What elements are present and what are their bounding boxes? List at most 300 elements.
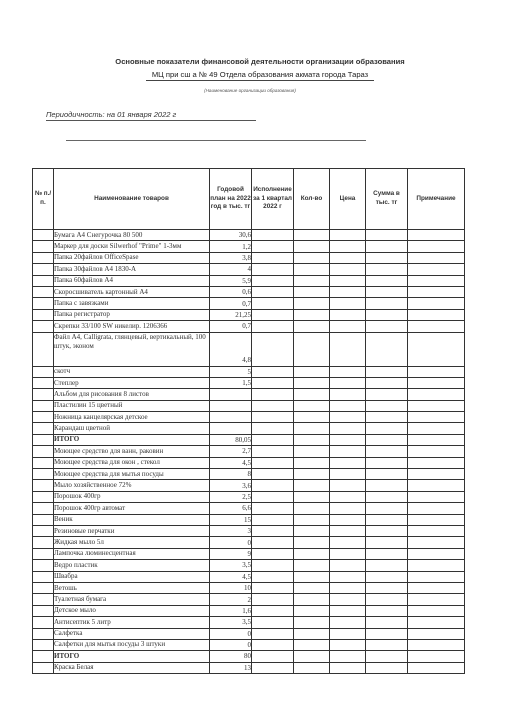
table-row — [33, 275, 465, 286]
cell-note — [408, 651, 465, 662]
cell-execution — [252, 594, 294, 605]
cell-price — [330, 582, 366, 593]
cell-price — [330, 617, 366, 628]
cell-sum — [366, 389, 408, 400]
cell-note — [408, 548, 465, 559]
cell-number — [33, 628, 54, 639]
cell-price — [330, 252, 366, 263]
cell-price — [330, 628, 366, 639]
cell-execution — [252, 480, 294, 491]
cell-price — [330, 275, 366, 286]
cell-item-name: Резиновые перчатки — [54, 525, 210, 536]
cell-annual-plan: 2,5 — [210, 491, 252, 502]
cell-price — [330, 571, 366, 582]
cell-quantity — [294, 605, 330, 616]
cell-sum — [366, 571, 408, 582]
cell-note — [408, 286, 465, 297]
table-row — [33, 423, 465, 434]
cell-item-name: Детское мыло — [54, 605, 210, 616]
cell-note — [408, 264, 465, 275]
cell-item-name: Скрепки 33/100 SW никелир. 1206366 — [54, 321, 210, 332]
cell-quantity — [294, 582, 330, 593]
cell-sum — [366, 639, 408, 650]
cell-execution — [252, 309, 294, 320]
cell-annual-plan: 9 — [210, 548, 252, 559]
cell-sum — [366, 366, 408, 377]
cell-annual-plan: 8 — [210, 469, 252, 480]
cell-note — [408, 662, 465, 673]
cell-annual-plan: 5,9 — [210, 275, 252, 286]
cell-execution — [252, 548, 294, 559]
cell-number — [33, 651, 54, 662]
column-header-price: Цена — [330, 169, 366, 230]
cell-quantity — [294, 366, 330, 377]
cell-note — [408, 491, 465, 502]
cell-sum — [366, 275, 408, 286]
cell-execution — [252, 377, 294, 388]
table-row — [33, 389, 465, 400]
cell-item-name: Ведро пластик — [54, 560, 210, 571]
cell-execution — [252, 617, 294, 628]
cell-item-name: Мыло хозяйственное 72% — [54, 480, 210, 491]
cell-execution — [252, 503, 294, 514]
cell-number — [33, 275, 54, 286]
cell-note — [408, 514, 465, 525]
cell-annual-plan: 80,05 — [210, 434, 252, 445]
cell-annual-plan: 2,7 — [210, 446, 252, 457]
cell-sum — [366, 332, 408, 366]
cell-execution — [252, 457, 294, 468]
cell-sum — [366, 321, 408, 332]
cell-number — [33, 605, 54, 616]
cell-sum — [366, 617, 408, 628]
cell-number — [33, 525, 54, 536]
cell-price — [330, 503, 366, 514]
cell-item-name: Моющее средства для мытья посуды — [54, 469, 210, 480]
table-row — [33, 628, 465, 639]
cell-quantity — [294, 469, 330, 480]
cell-quantity — [294, 662, 330, 673]
cell-quantity — [294, 298, 330, 309]
cell-note — [408, 366, 465, 377]
cell-price — [330, 264, 366, 275]
cell-price — [330, 480, 366, 491]
column-header-quantity: Кол-во — [294, 169, 330, 230]
cell-note — [408, 230, 465, 241]
table-row — [33, 298, 465, 309]
table-row — [33, 332, 465, 366]
cell-annual-plan: 0 — [210, 639, 252, 650]
cell-number — [33, 503, 54, 514]
cell-sum — [366, 582, 408, 593]
cell-sum — [366, 230, 408, 241]
cell-sum — [366, 480, 408, 491]
cell-price — [330, 241, 366, 252]
cell-annual-plan: 3,6 — [210, 480, 252, 491]
table-row — [33, 537, 465, 548]
cell-price — [330, 321, 366, 332]
cell-annual-plan: 4,8 — [210, 332, 252, 366]
table-row — [33, 264, 465, 275]
cell-note — [408, 446, 465, 457]
cell-annual-plan: 4 — [210, 264, 252, 275]
cell-item-name: Моющее средство для ванн, раковин — [54, 446, 210, 457]
cell-annual-plan — [210, 400, 252, 411]
column-header-execution: Исполнение за 1 квартал 2022 г — [252, 169, 294, 230]
cell-annual-plan: 13 — [210, 662, 252, 673]
table-row — [33, 446, 465, 457]
cell-item-name: Папка 30файлов А4 1830-А — [54, 264, 210, 275]
period-line: Периодичность: на 01 января 2022 г — [46, 110, 256, 121]
cell-annual-plan: 0 — [210, 537, 252, 548]
cell-item-name: Бумага А4 Снегурочка 80 500 — [54, 230, 210, 241]
cell-note — [408, 377, 465, 388]
cell-number — [33, 412, 54, 423]
cell-number — [33, 332, 54, 366]
cell-note — [408, 389, 465, 400]
table-row — [33, 469, 465, 480]
cell-note — [408, 525, 465, 536]
cell-note — [408, 400, 465, 411]
cell-note — [408, 480, 465, 491]
cell-number — [33, 264, 54, 275]
cell-item-name: ИТОГО — [54, 434, 210, 445]
cell-quantity — [294, 639, 330, 650]
cell-item-name: Папка 60файлов А4 — [54, 275, 210, 286]
table-row — [33, 662, 465, 673]
cell-annual-plan: 21,25 — [210, 309, 252, 320]
cell-annual-plan: 3 — [210, 525, 252, 536]
cell-execution — [252, 662, 294, 673]
column-header-annual-plan: Годовой план на 2022 год в тыс. тг — [210, 169, 252, 230]
cell-sum — [366, 514, 408, 525]
cell-price — [330, 491, 366, 502]
cell-item-name: Антисептик 5 литр — [54, 617, 210, 628]
cell-note — [408, 594, 465, 605]
cell-sum — [366, 594, 408, 605]
cell-price — [330, 594, 366, 605]
cell-number — [33, 514, 54, 525]
cell-note — [408, 298, 465, 309]
cell-annual-plan: 1,6 — [210, 605, 252, 616]
cell-number — [33, 582, 54, 593]
cell-price — [330, 286, 366, 297]
cell-price — [330, 605, 366, 616]
cell-item-name: Скоросшиватель картонный А4 — [54, 286, 210, 297]
cell-quantity — [294, 434, 330, 445]
cell-quantity — [294, 560, 330, 571]
table-row — [33, 560, 465, 571]
cell-execution — [252, 571, 294, 582]
cell-sum — [366, 491, 408, 502]
cell-quantity — [294, 389, 330, 400]
cell-number — [33, 366, 54, 377]
cell-sum — [366, 298, 408, 309]
cell-number — [33, 252, 54, 263]
table-row — [33, 639, 465, 650]
cell-sum — [366, 560, 408, 571]
cell-number — [33, 309, 54, 320]
table-row — [33, 548, 465, 559]
cell-sum — [366, 628, 408, 639]
cell-note — [408, 321, 465, 332]
cell-price — [330, 332, 366, 366]
cell-number — [33, 457, 54, 468]
cell-execution — [252, 582, 294, 593]
cell-execution — [252, 651, 294, 662]
table-row — [33, 252, 465, 263]
cell-sum — [366, 434, 408, 445]
cell-sum — [366, 662, 408, 673]
table-total-row — [33, 434, 465, 445]
cell-note — [408, 434, 465, 445]
cell-note — [408, 423, 465, 434]
cell-price — [330, 366, 366, 377]
cell-execution — [252, 332, 294, 366]
signature-rule — [66, 140, 366, 141]
cell-execution — [252, 275, 294, 286]
cell-annual-plan: 80 — [210, 651, 252, 662]
cell-execution — [252, 469, 294, 480]
cell-number — [33, 491, 54, 502]
table-row — [33, 571, 465, 582]
cell-execution — [252, 286, 294, 297]
cell-execution — [252, 241, 294, 252]
cell-number — [33, 446, 54, 457]
cell-execution — [252, 491, 294, 502]
cell-item-name: Степлер — [54, 377, 210, 388]
cell-quantity — [294, 286, 330, 297]
table-row — [33, 503, 465, 514]
cell-note — [408, 617, 465, 628]
table-row — [33, 617, 465, 628]
cell-execution — [252, 525, 294, 536]
financial-table — [32, 168, 465, 674]
cell-quantity — [294, 377, 330, 388]
cell-quantity — [294, 446, 330, 457]
table-row — [33, 400, 465, 411]
cell-execution — [252, 639, 294, 650]
cell-item-name: ИТОГО — [54, 651, 210, 662]
cell-execution — [252, 264, 294, 275]
cell-quantity — [294, 491, 330, 502]
table-row — [33, 582, 465, 593]
cell-price — [330, 412, 366, 423]
cell-number — [33, 617, 54, 628]
cell-execution — [252, 321, 294, 332]
cell-sum — [366, 309, 408, 320]
cell-item-name: Веник — [54, 514, 210, 525]
cell-note — [408, 605, 465, 616]
table-row — [33, 377, 465, 388]
cell-quantity — [294, 651, 330, 662]
cell-sum — [366, 469, 408, 480]
cell-item-name: Жидкая мыло 5л — [54, 537, 210, 548]
cell-item-name: Порошок 400гр автомат — [54, 503, 210, 514]
cell-note — [408, 469, 465, 480]
cell-execution — [252, 389, 294, 400]
table-row — [33, 594, 465, 605]
cell-quantity — [294, 503, 330, 514]
cell-quantity — [294, 400, 330, 411]
cell-execution — [252, 298, 294, 309]
cell-number — [33, 480, 54, 491]
cell-item-name: Карандаш цветной — [54, 423, 210, 434]
cell-execution — [252, 605, 294, 616]
cell-note — [408, 628, 465, 639]
cell-quantity — [294, 412, 330, 423]
organization-caption: (Наименование организации образования) — [204, 88, 296, 93]
cell-item-name: Папка с завязками — [54, 298, 210, 309]
cell-number — [33, 377, 54, 388]
cell-sum — [366, 548, 408, 559]
cell-price — [330, 662, 366, 673]
cell-number — [33, 560, 54, 571]
cell-execution — [252, 412, 294, 423]
table-row — [33, 457, 465, 468]
cell-quantity — [294, 514, 330, 525]
cell-annual-plan: 0,6 — [210, 286, 252, 297]
table-body — [33, 230, 465, 674]
cell-sum — [366, 525, 408, 536]
cell-annual-plan: 3,5 — [210, 560, 252, 571]
cell-execution — [252, 423, 294, 434]
cell-number — [33, 548, 54, 559]
cell-number — [33, 400, 54, 411]
cell-annual-plan — [210, 412, 252, 423]
cell-execution — [252, 230, 294, 241]
column-header-number: № п./п. — [33, 169, 54, 230]
cell-execution — [252, 560, 294, 571]
cell-annual-plan: 3,5 — [210, 617, 252, 628]
cell-quantity — [294, 594, 330, 605]
cell-quantity — [294, 241, 330, 252]
cell-price — [330, 469, 366, 480]
cell-number — [33, 389, 54, 400]
cell-item-name: Папка 20файлов OfficeSpase — [54, 252, 210, 263]
cell-number — [33, 571, 54, 582]
table-row — [33, 230, 465, 241]
cell-price — [330, 446, 366, 457]
cell-quantity — [294, 309, 330, 320]
cell-price — [330, 298, 366, 309]
cell-price — [330, 400, 366, 411]
cell-quantity — [294, 571, 330, 582]
cell-annual-plan: 30,6 — [210, 230, 252, 241]
cell-number — [33, 537, 54, 548]
cell-annual-plan: 15 — [210, 514, 252, 525]
cell-execution — [252, 366, 294, 377]
cell-price — [330, 525, 366, 536]
table-row — [33, 412, 465, 423]
cell-sum — [366, 377, 408, 388]
cell-number — [33, 662, 54, 673]
cell-price — [330, 560, 366, 571]
cell-execution — [252, 400, 294, 411]
cell-quantity — [294, 628, 330, 639]
cell-execution — [252, 446, 294, 457]
cell-price — [330, 230, 366, 241]
cell-number — [33, 434, 54, 445]
cell-number — [33, 241, 54, 252]
cell-annual-plan: 2 — [210, 594, 252, 605]
cell-number — [33, 639, 54, 650]
cell-note — [408, 537, 465, 548]
cell-quantity — [294, 548, 330, 559]
cell-note — [408, 571, 465, 582]
cell-note — [408, 582, 465, 593]
cell-execution — [252, 514, 294, 525]
organization-name — [80, 70, 440, 79]
cell-quantity — [294, 264, 330, 275]
cell-note — [408, 275, 465, 286]
table-row — [33, 514, 465, 525]
cell-item-name: Ветошь — [54, 582, 210, 593]
cell-number — [33, 469, 54, 480]
cell-note — [408, 309, 465, 320]
cell-annual-plan: 0 — [210, 628, 252, 639]
cell-sum — [366, 446, 408, 457]
cell-note — [408, 332, 465, 366]
cell-price — [330, 423, 366, 434]
table-total-row — [33, 651, 465, 662]
table-row — [33, 525, 465, 536]
cell-note — [408, 560, 465, 571]
cell-sum — [366, 252, 408, 263]
cell-number — [33, 298, 54, 309]
table-row — [33, 321, 465, 332]
cell-item-name: скотч — [54, 366, 210, 377]
cell-item-name: Лампочка люминесцентная — [54, 548, 210, 559]
cell-number — [33, 230, 54, 241]
cell-item-name: Файл А4, Calligrata, глянцевый, вертикальный, 100 штук, эконом — [54, 332, 210, 366]
cell-price — [330, 514, 366, 525]
cell-note — [408, 503, 465, 514]
column-header-sum: Сумма в тыс. тг — [366, 169, 408, 230]
cell-price — [330, 537, 366, 548]
cell-item-name: Папка регистратор — [54, 309, 210, 320]
cell-item-name: Туалетная бумага — [54, 594, 210, 605]
cell-annual-plan — [210, 389, 252, 400]
cell-note — [408, 639, 465, 650]
cell-price — [330, 389, 366, 400]
cell-quantity — [294, 617, 330, 628]
cell-quantity — [294, 332, 330, 366]
cell-note — [408, 457, 465, 468]
cell-sum — [366, 286, 408, 297]
cell-sum — [366, 651, 408, 662]
cell-annual-plan: 4,5 — [210, 457, 252, 468]
cell-quantity — [294, 525, 330, 536]
cell-item-name: Салфетка — [54, 628, 210, 639]
cell-annual-plan: 6,6 — [210, 503, 252, 514]
cell-execution — [252, 252, 294, 263]
cell-annual-plan: 5 — [210, 366, 252, 377]
table-header-row — [33, 169, 465, 230]
cell-sum — [366, 423, 408, 434]
cell-item-name: Порошок 400гр — [54, 491, 210, 502]
cell-quantity — [294, 480, 330, 491]
cell-item-name: Швабра — [54, 571, 210, 582]
cell-number — [33, 286, 54, 297]
cell-price — [330, 377, 366, 388]
cell-quantity — [294, 457, 330, 468]
document-title: Основные показатели финансовой деятельности организации образования — [115, 57, 405, 66]
cell-annual-plan: 4,5 — [210, 571, 252, 582]
organization-name-text: МЦ при сш а № 49 Отдела образования акмата города Тараз — [146, 70, 374, 81]
cell-item-name: Салфетки для мытья посуды 3 штуки — [54, 639, 210, 650]
cell-annual-plan: 0,7 — [210, 298, 252, 309]
